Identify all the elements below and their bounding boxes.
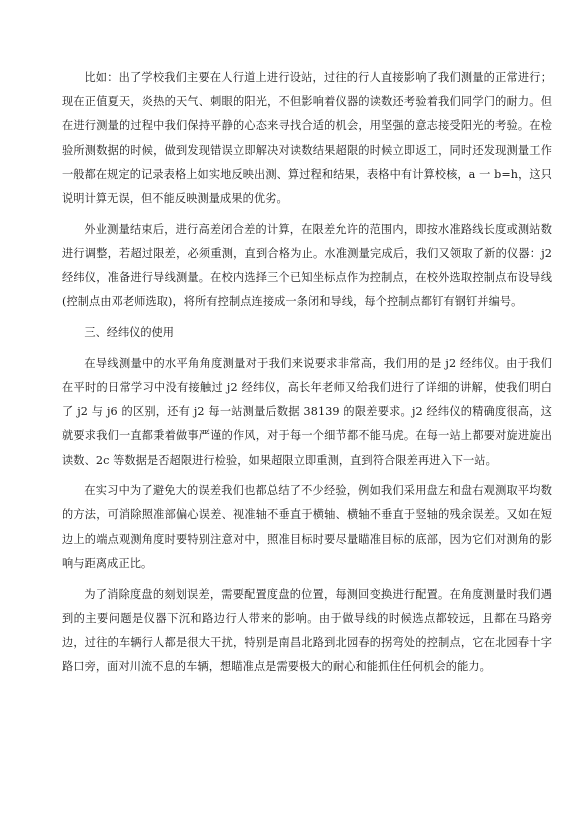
document-page: [62, 66, 552, 686]
paragraph-j2-theodolite: 在导线测量中的水平角角度测量对于我们来说要求非常高，我们用的是 j2 经纬仪。由于我们在平时的日常学习中没有接触过 j2 经纬仪，高长年老师又给我们进行了详细的讲解，使我们明白了 j2 与 j6 的区别，还有 j2 每一站测量后数据 38139 的限差要求。j2 经纬仪的精确度很高，这就要求我们一直都秉着做事严谨的作风，对于每一个细节都不能马虎。在每一站上都要对旋进旋出读数、2c 等数据是否超限进行检验，如果超限立即重测，直到符合限差再进入下一站。: [62, 356, 552, 467]
paragraph-measurement-conditions: 比如：出了学校我们主要在人行道上进行设站，过往的行人直接影响了我们测量的正常进行；现在正值夏天，炎热的天气、刺眼的阳光，不但影响着仪器的读数还考验着我们同学门的耐力。但在进行测量的过程中我们保持平静的心态来寻找合适的机会，用坚强的意志接受阳光的考验。在检验所测数据的时候，做到发现错误立即解决对读数结果超限的时候立即返工，同时还发现测量工作一般都在规定的记录表格上如实地反映出测、算过程和结果，表格中有计算校核，a 一 b=h，这只说明计算无误，但不能反映测量成果的优劣。: [62, 71, 552, 206]
paragraph-dial-configuration: 为了消除度盘的刻划误差，需要配置度盘的位置，每测回变换进行配置。在角度测量时我们遇到的主要问题是仪器下沉和路边行人带来的影响。由于做导线的时候选点都较远，且都在马路旁边，过往的车辆行人都是很大干扰，特别是南昌北路到北园春的拐弯处的控制点，它在北园春十字路口旁，面对川流不息的车辆，想瞄准点是需要极大的耐心和能抓住任何机会的能力。: [62, 587, 552, 674]
paragraph-error-avoidance: 在实习中为了避免大的误差我们也都总结了不少经验，例如我们采用盘左和盘右观测取平均数的方法，可消除照准部偏心误差、视准轴不垂直于横轴、横轴不垂直于竖轴的残余误差。又如在短边上的端点观测角度时要特别注意对中，照准目标时要尽量瞄准目标的底部，因为它们对测角的影响与距离成正比。: [62, 484, 552, 570]
paragraph-field-adjustment: 外业测量结束后，进行高差闭合差的计算，在限差允许的范围内，即按水准路线长度或测站数进行调整，若超过限差，必须重测，直到合格为止。水准测量完成后，我们又领取了新的仪器：j2 经纬仪，准备进行导线测量。在校内选择三个已知坐标点作为控制点，在校外选取控制点布设导线(控制点由邓老师选取)，将所有控制点连接成一条闭和导线，每个控制点都钉有钢钉并编号。: [62, 222, 552, 309]
section-heading: 三、经纬仪的使用: [84, 326, 174, 340]
